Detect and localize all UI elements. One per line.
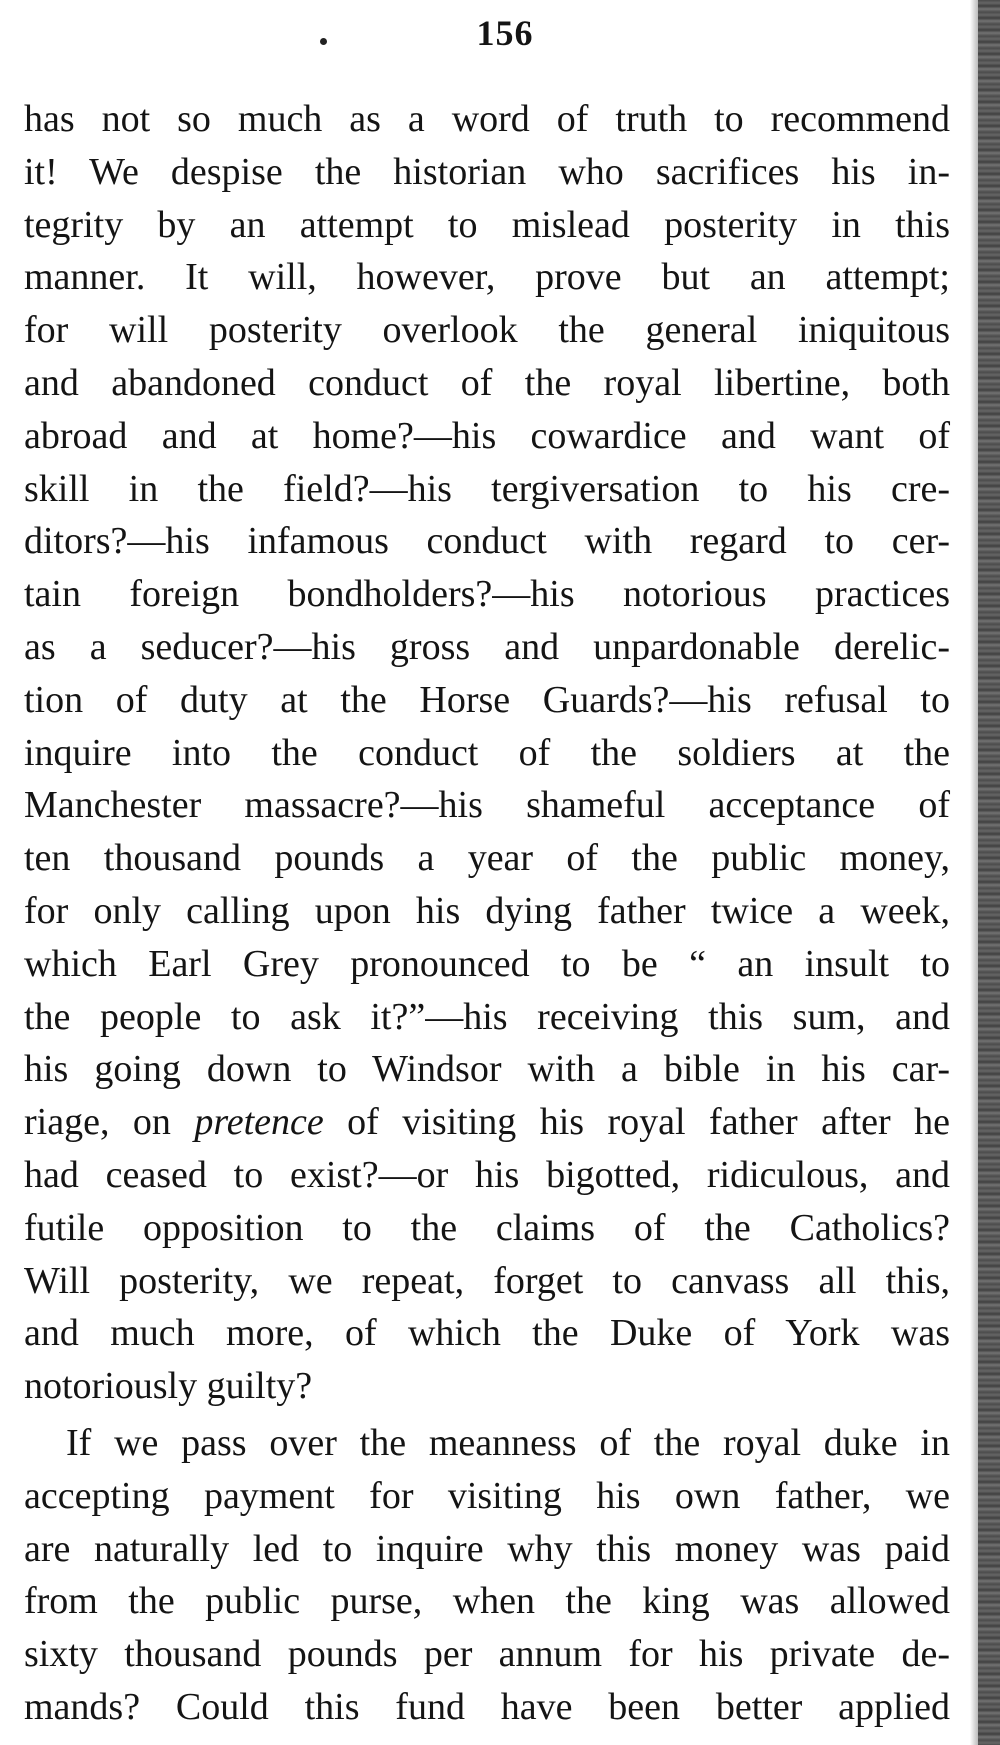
binding-shadow [970,0,978,1745]
text-line: tain foreign bondholders?—his notorious practices [24,573,950,616]
paragraph-1 [24,93,950,1413]
text-line: the people to ask it?”—his receiving this sum, and [24,995,950,1038]
scan-edge [978,0,1000,1745]
line-segment: riage, on [24,1101,195,1144]
text-line: had ceased to exist?—or his bigotted, ridiculous, and [24,1153,950,1196]
text-line: skill in the field?—his tergiversation to his cre- [24,467,950,510]
text-line: mands? Could this fund have been better applied [24,1685,950,1728]
text-line: Manchester massacre?—his shameful acceptance of [24,784,950,827]
text-line-with-italic [24,1096,950,1149]
text-line: tegrity by an attempt to mislead posterity in this [24,203,950,246]
text-line: If we pass over the meanness of the royal duke in [66,1421,950,1464]
text-line: Will posterity, we repeat, forget to canvass all this, [24,1259,950,1302]
text-line: and abandoned conduct of the royal libertine, both [24,361,950,404]
text-line: ditors?—his infamous conduct with regard to cer- [24,520,950,563]
text-line: abroad and at home?—his cowardice and want of [24,414,950,457]
text-line: for will posterity overlook the general iniquitous [24,309,950,352]
text-line: accepting payment for visiting his own father, we [24,1474,950,1517]
page-body [24,93,950,1734]
page-number: 156 [476,13,534,53]
text-line: for only calling upon his dying father twice a week, [24,889,950,932]
text-line: and much more, of which the Duke of York was [24,1312,950,1355]
text-line: tion of duty at the Horse Guards?—his refusal to [24,678,950,721]
text-line: it! We despise the historian who sacrifices his in- [24,150,950,193]
text-line: notoriously guilty? [24,1365,313,1408]
text-line: has not so much as a word of truth to recommend [24,98,950,140]
paragraph-2 [24,1417,950,1734]
text-line: inquire into the conduct of the soldiers at the [24,731,950,774]
text-line: are naturally led to inquire why this money was paid [24,1527,950,1570]
text-line: from the public purse, when the king was allowed [24,1580,950,1623]
text-line: futile opposition to the claims of the Catholics? [24,1206,950,1249]
text-line: sixty thousand pounds per annum for his private de- [24,1633,950,1676]
line-segment: of visiting his royal father after he [323,1101,950,1144]
text-line: as a seducer?—his gross and unpardonable derelic- [24,625,950,668]
text-line: manner. It will, however, prove but an attempt; [24,256,950,299]
text-line: ten thousand pounds a year of the public money, [24,837,950,880]
text-line: which Earl Grey pronounced to be “ an insult to [24,942,950,985]
italic-word: pretence [194,1101,324,1144]
text-line: his going down to Windsor with a bible in his car- [24,1048,950,1091]
